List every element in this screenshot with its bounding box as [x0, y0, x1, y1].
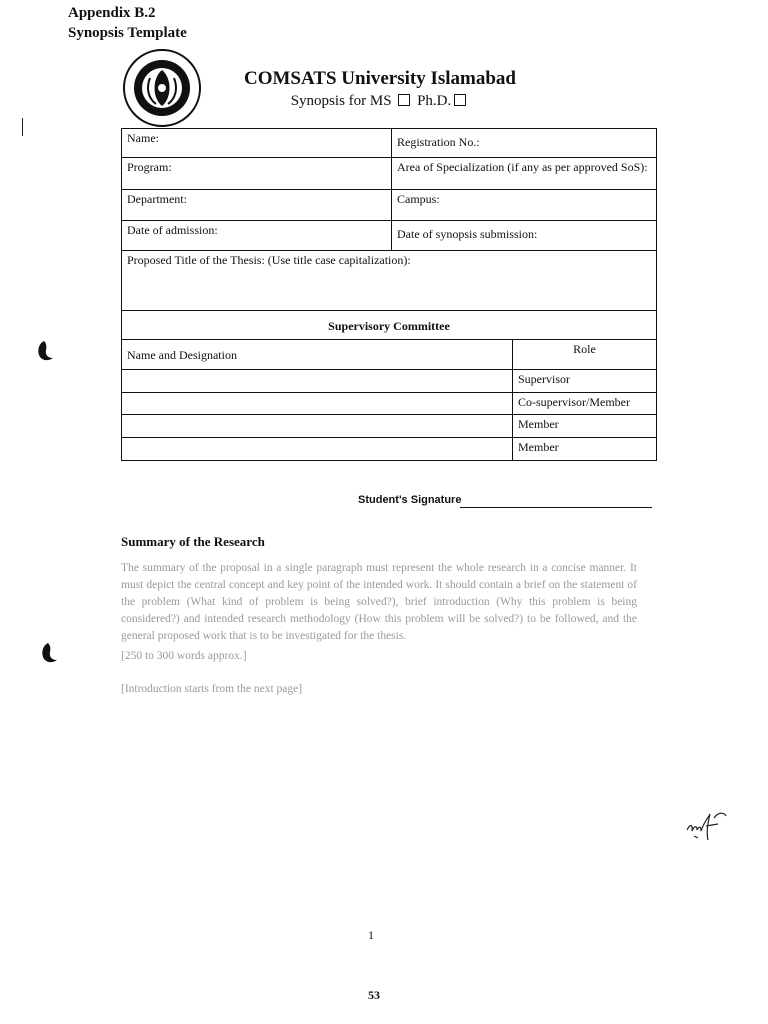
appendix-heading: [68, 3, 187, 43]
phd-label: Ph.D.: [417, 93, 452, 109]
committee-name-cell[interactable]: [121, 392, 513, 415]
area-field[interactable]: [391, 157, 657, 190]
phd-checkbox[interactable]: [454, 94, 466, 106]
committee-role-cell: [512, 392, 657, 415]
margin-mark: [22, 118, 23, 136]
synopsis-for-label: Synopsis for MS: [290, 93, 392, 109]
area-label: Area of Specialization (if any as per approved SoS):: [397, 160, 648, 174]
program-label: Program:: [127, 160, 172, 174]
signature-line[interactable]: [460, 507, 652, 508]
role-label: Role: [573, 342, 596, 356]
date-submission-label: Date of synopsis submission:: [397, 227, 538, 241]
program-field[interactable]: [121, 157, 392, 190]
appendix-label: Appendix B.2: [68, 5, 156, 21]
university-logo: [122, 48, 202, 128]
synopsis-type-line: [200, 93, 560, 110]
role-supervisor: Supervisor: [518, 372, 570, 386]
outer-page-number: 53: [368, 988, 380, 1002]
summary-heading: Summary of the Research: [121, 534, 265, 549]
committee-heading: [121, 310, 657, 340]
summary-paragraph: The summary of the proposal in a single paragraph must represent the whole research in a concise manner. It must depict the central concept and key point of the intended work. It should contain a brief on the statement of the problem (What kind of problem is being solved?), brief introduction (Why this problem is being considered?) and intended research methodology (How this problem will be solved?) to be followed, and the general proposed work that is to be investigated for the thesis.: [121, 562, 637, 642]
role-header: [512, 339, 657, 370]
committee-name-cell[interactable]: [121, 414, 513, 438]
next-page-note: [Introduction starts from the next page]: [121, 683, 303, 695]
department-label: Department:: [127, 192, 187, 206]
template-title: Synopsis Template: [68, 25, 187, 41]
name-label: Name:: [127, 131, 159, 145]
committee-name-cell[interactable]: [121, 437, 513, 461]
department-field[interactable]: [121, 189, 392, 221]
committee-role-cell: [512, 369, 657, 393]
ink-blot: [36, 340, 54, 362]
committee-name-cell[interactable]: [121, 369, 513, 393]
committee-label: Supervisory Committee: [328, 319, 450, 333]
inner-page-number: 1: [368, 928, 374, 942]
committee-role-cell: [512, 437, 657, 461]
name-designation-label: Name and Designation: [127, 348, 237, 362]
name-field[interactable]: [121, 128, 392, 158]
date-admission-label: Date of admission:: [127, 223, 218, 237]
thesis-title-label: Proposed Title of the Thesis: (Use title case capitalization):: [127, 253, 411, 267]
campus-label: Campus:: [397, 192, 440, 206]
thesis-title-field[interactable]: [121, 250, 657, 311]
committee-role-cell: [512, 414, 657, 438]
registration-field[interactable]: [391, 128, 657, 158]
handwritten-signature: [684, 810, 730, 846]
university-name: COMSATS University Islamabad: [243, 68, 516, 89]
role-member: Member: [518, 417, 559, 431]
date-submission-field[interactable]: [391, 220, 657, 251]
synopsis-form: [121, 128, 657, 461]
student-signature-label: Student's Signature: [358, 494, 462, 506]
ink-blot: [40, 642, 58, 664]
ms-checkbox[interactable]: [398, 94, 410, 106]
date-admission-field[interactable]: [121, 220, 392, 251]
registration-label: Registration No.:: [397, 135, 480, 149]
name-designation-header: [121, 339, 513, 370]
campus-field[interactable]: [391, 189, 657, 221]
word-count-note: [250 to 300 words approx.]: [121, 650, 247, 662]
role-co-supervisor: Co-supervisor/Member: [518, 395, 630, 409]
role-member: Member: [518, 440, 559, 454]
